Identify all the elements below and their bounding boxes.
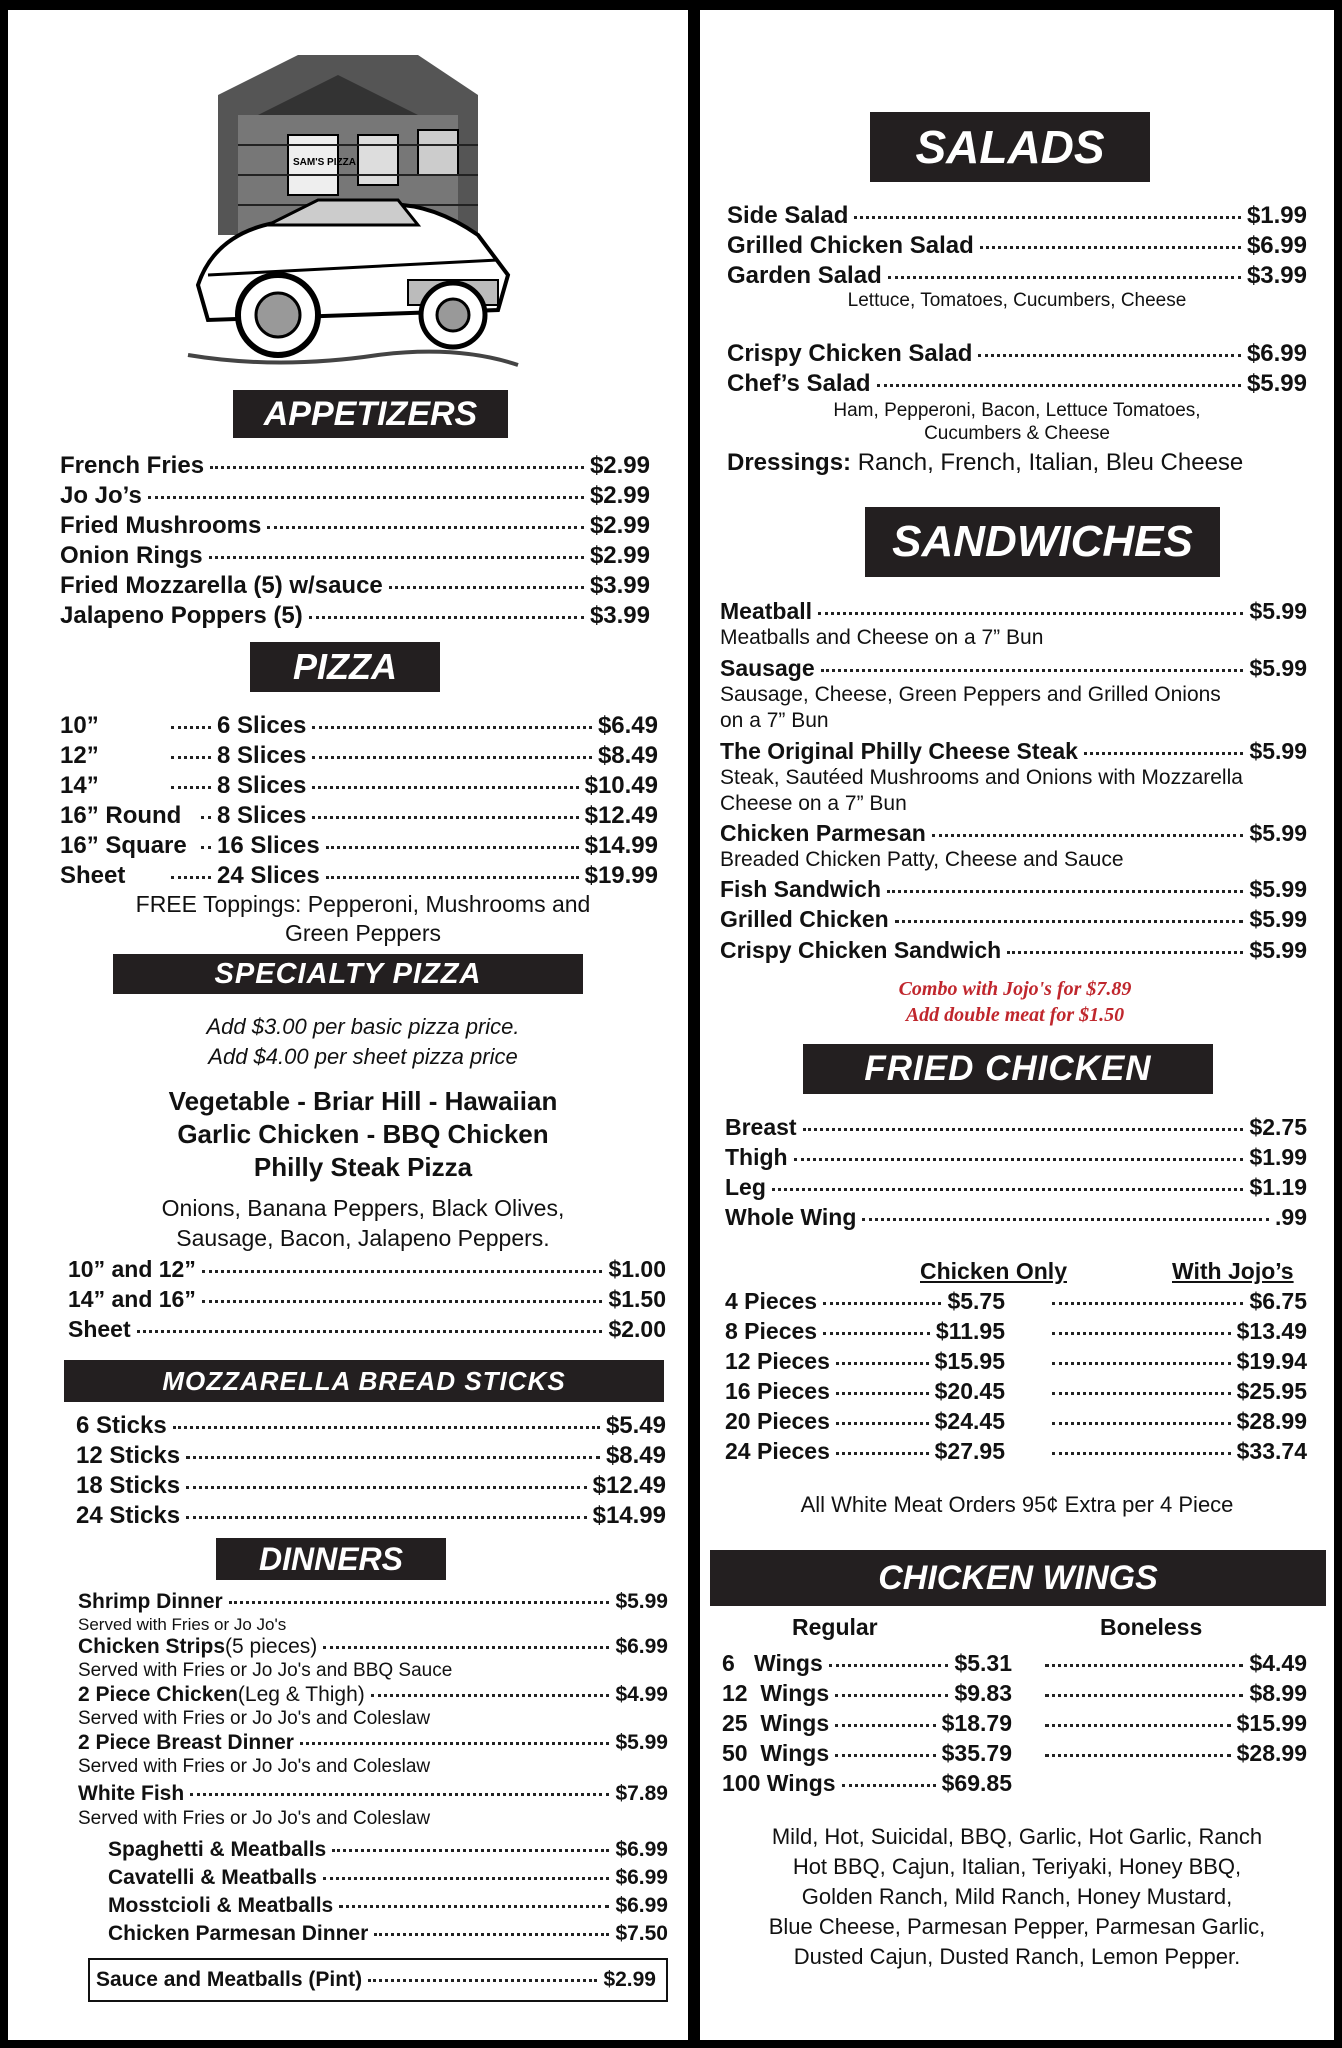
sandwich-desc: Breaded Chicken Patty, Cheese and Sauce [720,848,1124,871]
pizza-row: 14” 8 Slices $10.49 [60,772,658,799]
menu-item: Onion Rings $2.99 [60,542,650,569]
menu-item: 24 Sticks $14.99 [76,1502,666,1529]
dinner-desc: Served with Fries or Jo Jo's and Coleslaw [78,1808,431,1829]
menu-item: Whole Wing .99 [725,1204,1307,1230]
menu-item: Jalapeno Poppers (5) $3.99 [60,602,650,629]
menu-item: Jo Jo’s $2.99 [60,482,650,509]
menu-item: 18 Sticks $12.49 [76,1472,666,1499]
dinner-item: 2 Piece Breast Dinner $5.99 [78,1731,668,1754]
pieces-row-jojo: $6.75 [1052,1288,1307,1315]
pizza-row: Sheet 24 Slices $19.99 [60,862,658,889]
wings-row: 100 Wings $69.85 [722,1770,1012,1796]
menu-item: Crispy Chicken Salad $6.99 [727,340,1307,367]
menu-item: Crispy Chicken Sandwich $5.99 [720,937,1307,963]
wings-row-boneless: $28.99 [1045,1740,1307,1767]
column-header-boneless: Boneless [1100,1614,1203,1640]
menu-item: Cavatelli & Meatballs $6.99 [108,1866,668,1889]
pieces-row-jojo: $19.94 [1052,1348,1307,1375]
menu-item: Sheet $2.00 [68,1316,666,1342]
dinner-desc: Served with Fries or Jo Jo's [78,1615,287,1634]
pizza-toppings-note: FREE Toppings: Pepperoni, Mushrooms and Green Peppers [135,891,591,946]
combo-offers: Combo with Jojo's for $7.89 Add double meat for $1.50 [898,978,1132,1026]
menu-item: The Original Philly Cheese Steak $5.99 [720,738,1307,764]
dinner-desc: Served with Fries or Jo Jo's and Coleslaw [78,1756,431,1777]
menu-item: Garden Salad $3.99 [727,262,1307,289]
dinner-item: 2 Piece Chicken (Leg & Thigh) $4.99 [78,1683,668,1706]
pieces-row: 20 Pieces $24.45 [725,1408,1005,1434]
wings-row: 25 Wings $18.79 [722,1710,1012,1736]
pieces-row-jojo: $28.99 [1052,1408,1307,1435]
menu-item: Chef’s Salad $5.99 [727,370,1307,397]
white-meat-note: All White Meat Orders 95¢ Extra per 4 Piece [800,1492,1234,1517]
salad-desc: Ham, Pepperoni, Bacon, Lettuce Tomatoes, Cucumbers & Cheese [833,400,1201,444]
column-header-chicken-only: Chicken Only [920,1258,1067,1284]
menu-item: Chicken Parmesan $5.99 [720,820,1307,846]
wings-row: 12 Wings $9.83 [722,1680,1012,1706]
pieces-row: 24 Pieces $27.95 [725,1438,1005,1464]
fried-chicken-header: FRIED CHICKEN [803,1044,1213,1094]
specialty-extras: Onions, Banana Peppers, Black Olives, Sausage, Bacon, Jalapeno Peppers. [161,1195,565,1251]
menu-item: French Fries $2.99 [60,452,650,479]
specialty-pizza-header: SPECIALTY PIZZA [113,954,583,994]
logo-sign-text: SAM'S PIZZA [293,157,356,168]
menu-item: Grilled Chicken $5.99 [720,906,1307,932]
menu-item: 14” and 16” $1.50 [68,1286,666,1312]
column-header-regular: Regular [792,1614,878,1640]
sandwiches-header: SANDWICHES [865,507,1220,577]
column-header-with-jojos: With Jojo’s [1172,1258,1294,1284]
wings-row-boneless: $15.99 [1045,1710,1307,1737]
dinner-desc: Served with Fries or Jo Jo's and BBQ Sauce [78,1660,453,1681]
pieces-row: 16 Pieces $20.45 [725,1378,1005,1404]
menu-item: 6 Sticks $5.49 [76,1412,666,1439]
diner-car-illustration [178,35,528,385]
menu-item: Chicken Parmesan Dinner $7.50 [108,1922,668,1945]
chicken-wings-header: CHICKEN WINGS [710,1550,1326,1606]
salads-header: SALADS [870,112,1150,182]
menu-item: Spaghetti & Meatballs $6.99 [108,1838,668,1861]
pizza-row: 16” Round 8 Slices $12.49 [60,802,658,829]
sauce-box [88,1958,668,2002]
wings-row: 50 Wings $35.79 [722,1740,1012,1766]
pieces-row-jojo: $25.95 [1052,1378,1307,1405]
sandwich-desc: Steak, Sautéed Mushrooms and Onions with Mozzarella Cheese on a 7” Bun [720,766,1243,815]
pizza-row: 10” 6 Slices $6.49 [60,712,658,739]
menu-left-column [8,10,688,2040]
dinner-item: Shrimp Dinner $5.99 [78,1590,668,1613]
pieces-row-jojo: $33.74 [1052,1438,1307,1465]
salad-desc: Lettuce, Tomatoes, Cucumbers, Cheese [847,290,1187,311]
menu-item: Fried Mushrooms $2.99 [60,512,650,539]
pizza-row: 16” Square 16 Slices $14.99 [60,832,658,859]
menu-item: Breast $2.75 [725,1114,1307,1140]
wings-row: 6 Wings $5.31 [722,1650,1012,1676]
dinners-header: DINNERS [216,1538,446,1580]
appetizers-header: APPETIZERS [233,390,508,438]
menu-item: Meatball $5.99 [720,598,1307,624]
dinner-item: White Fish $7.89 [78,1782,668,1805]
menu-item: Side Salad $1.99 [727,202,1307,229]
menu-item: Sauce and Meatballs (Pint) $2.99 [96,1968,656,1991]
pieces-row: 8 Pieces $11.95 [725,1318,1005,1344]
bread-sticks-header: MOZZARELLA BREAD STICKS [64,1360,664,1402]
pieces-row: 12 Pieces $15.95 [725,1348,1005,1374]
menu-item: Sausage $5.99 [720,655,1307,681]
dinner-desc: Served with Fries or Jo Jo's and Coleslaw [78,1708,431,1729]
menu-item: 12 Sticks $8.49 [76,1442,666,1469]
sandwich-desc: Sausage, Cheese, Green Peppers and Grilled Onions on a 7” Bun [720,683,1221,732]
specialty-price-notes: Add $3.00 per basic pizza price. Add $4.00 per sheet pizza price [206,1014,520,1069]
dressings-line: Dressings: Ranch, French, Italian, Bleu Cheese [727,449,1244,476]
menu-item: 10” and 12” $1.00 [68,1256,666,1282]
menu-item: Fish Sandwich $5.99 [720,876,1307,902]
wing-flavors: Mild, Hot, Suicidal, BBQ, Garlic, Hot Garlic, Ranch Hot BBQ, Cajun, Italian, Teriyaki, Honey BBQ, Golden Ranch, Mild Ranch, Honey Mustard, Blue Cheese, Parmesan Pepper, Parmesan Garlic, Dusted Cajun, Dusted Ranch, Lemon Pepper. [768,1824,1266,1969]
menu-item: Leg $1.19 [725,1174,1307,1200]
menu-item: Mosstcioli & Meatballs $6.99 [108,1894,668,1917]
dinner-item: Chicken Strips (5 pieces) $6.99 [78,1635,668,1658]
sandwich-desc: Meatballs and Cheese on a 7” Bun [720,626,1044,649]
menu-item: Fried Mozzarella (5) w/sauce $3.99 [60,572,650,599]
specialty-varieties: Vegetable - Briar Hill - Hawaiian Garlic Chicken - BBQ Chicken Philly Steak Pizza [168,1086,558,1182]
pizza-header: PIZZA [250,642,440,692]
pieces-row: 4 Pieces $5.75 [725,1288,1005,1314]
wings-row-boneless: $4.49 [1045,1650,1307,1677]
menu-item: Grilled Chicken Salad $6.99 [727,232,1307,259]
pieces-row-jojo: $13.49 [1052,1318,1307,1345]
wings-row-boneless: $8.99 [1045,1680,1307,1707]
pizza-row: 12” 8 Slices $8.49 [60,742,658,769]
menu-item: Thigh $1.99 [725,1144,1307,1170]
menu-right-column [700,10,1334,2040]
